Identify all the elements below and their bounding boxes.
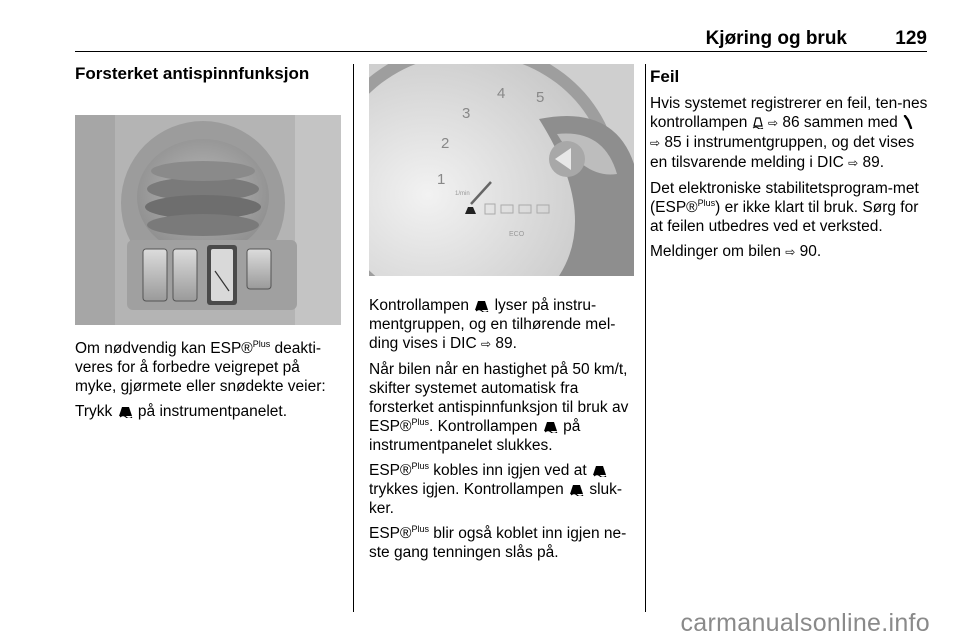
wrench-icon	[902, 115, 914, 129]
gauge-tick-2: 2	[441, 135, 450, 152]
gauge-unit-label: 1/min	[455, 191, 470, 197]
column-1	[75, 64, 341, 427]
esp-fault-icon	[752, 115, 764, 129]
paragraph-2: Trykk på instrumentpanelet.	[75, 403, 287, 420]
gauge-tick-5: 5	[536, 89, 545, 106]
gauge-eco-label: ECO	[509, 231, 525, 238]
paragraph-2: Det elektroniske stabilitetsprogram-met (ESP®$^{Plus}$) er ikke klart til bruk. Sørg for at feilen utbedres ved et verksted.	[650, 180, 919, 235]
column-2	[369, 64, 634, 568]
section-heading: Forsterket antispinnfunksjon	[75, 64, 310, 83]
page-header	[0, 28, 927, 50]
paragraph-3: ESP®$^{Plus}$ kobles inn igjen ved at trykkes igjen. Kontrollampen sluk-ker.	[369, 460, 623, 517]
watermark: carmanualsonline.info	[680, 609, 930, 637]
reference-arrow-icon: ⇨	[767, 116, 779, 130]
dashboard-switch-photo	[75, 115, 341, 325]
paragraph-1: Om nødvendig kan ESP®$^{Plus}$ deakti-veres for å forbedre veigrepet på myke, gjørmete eller snødekte veier:	[75, 338, 326, 395]
gauge-tick-3: 3	[462, 105, 471, 122]
esp-off-icon	[568, 482, 585, 496]
paragraph-3: Meldinger om bilen ⇨ 90.	[650, 243, 822, 260]
section-heading: Feil	[650, 67, 680, 86]
gauge-tick-1: 1	[437, 171, 446, 188]
esp-off-icon	[542, 419, 559, 433]
header-rule	[75, 51, 927, 52]
esp-off-icon	[473, 298, 490, 312]
paragraph-4: ESP®$^{Plus}$ blir også koblet inn igjen ne-ste gang tenningen slås på.	[369, 523, 627, 561]
page-number: 129	[895, 28, 927, 49]
esp-off-icon	[591, 463, 608, 477]
column-3	[650, 64, 928, 268]
paragraph-1: Kontrollampen lyser på instru-mentgruppen, og en tilhørende mel-ding vises i DIC ⇨ 89.	[369, 297, 616, 352]
instrument-cluster-photo	[369, 64, 634, 276]
gauge-tick-4: 4	[497, 85, 506, 102]
esp-off-icon	[117, 404, 134, 418]
reference-arrow-icon: ⇨	[785, 245, 796, 259]
paragraph-2: Når bilen når en hastighet på 50 km/t, skifter systemet automatisk fra forsterket antispinnfunksjon til bruk av ESP®$^{Plus}$. Kontrollampen på instrumentpanelet slukkes.	[369, 361, 629, 454]
reference-arrow-icon: ⇨	[848, 156, 859, 170]
reference-arrow-icon: ⇨	[650, 136, 661, 150]
reference-arrow-icon: ⇨	[480, 337, 492, 351]
section-title: Kjøring og bruk	[705, 28, 847, 49]
column-divider-1	[353, 64, 354, 612]
paragraph-1: Hvis systemet registrerer en feil, ten-nes kontrollampen ⇨ 86 sammen med ⇨ 85 i instrumentgruppen, og det vises en tilsvarende melding i DIC ⇨ 89.	[650, 95, 928, 171]
column-divider-2	[645, 64, 646, 612]
